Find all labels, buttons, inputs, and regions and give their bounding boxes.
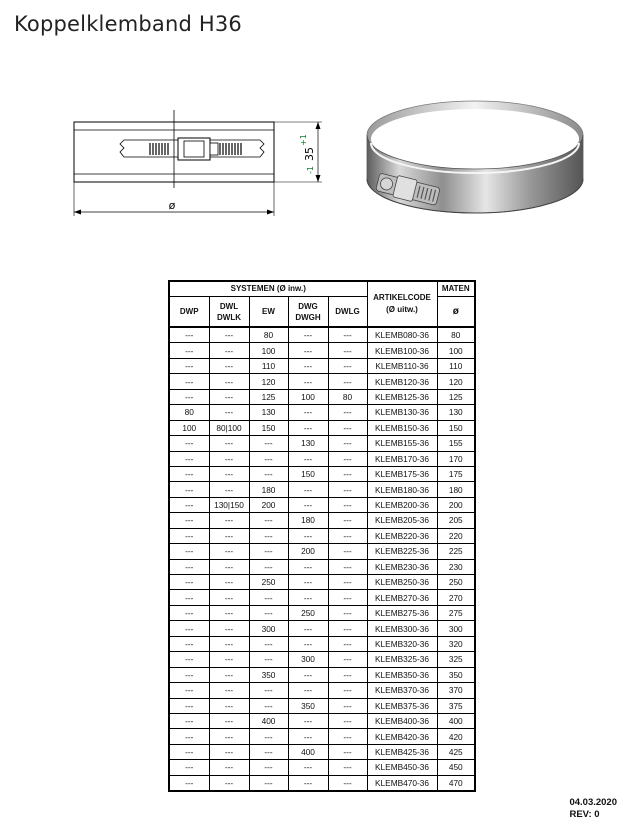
table-row — [169, 760, 475, 775]
table-row — [169, 451, 475, 466]
table-cell: KLEMB130-36 — [367, 405, 437, 420]
table-cell: --- — [209, 575, 249, 590]
table-cell: 130 — [249, 405, 288, 420]
maten-diameter-header: ø — [437, 297, 475, 328]
table-cell: KLEMB250-36 — [367, 575, 437, 590]
table-cell: --- — [169, 713, 209, 728]
table-cell: --- — [249, 590, 288, 605]
table-cell: --- — [209, 729, 249, 744]
table-cell: 120 — [437, 374, 475, 389]
table-row — [169, 436, 475, 451]
table-row — [169, 466, 475, 481]
table-cell: --- — [288, 775, 328, 791]
table-cell: KLEMB300-36 — [367, 621, 437, 636]
table-cell: --- — [288, 482, 328, 497]
system-column-header — [288, 297, 328, 328]
table-cell: --- — [249, 466, 288, 481]
artikelcode-header-line1: ARTIKELCODE — [373, 293, 431, 302]
table-cell: --- — [249, 436, 288, 451]
system-column-header-line1: EW — [262, 307, 275, 316]
table-cell: --- — [209, 374, 249, 389]
system-column-header — [209, 297, 249, 328]
table-cell: 80 — [169, 405, 209, 420]
table-cell: 110 — [437, 358, 475, 373]
table-cell: --- — [328, 559, 367, 574]
table-cell: --- — [328, 405, 367, 420]
table-cell: --- — [169, 652, 209, 667]
table-cell: --- — [328, 775, 367, 791]
table-cell: KLEMB110-36 — [367, 358, 437, 373]
table-cell: 275 — [437, 605, 475, 620]
table-row — [169, 590, 475, 605]
table-cell: 100 — [169, 420, 209, 435]
table-row — [169, 482, 475, 497]
table-row — [169, 405, 475, 420]
table-cell: --- — [209, 667, 249, 682]
table-cell: --- — [328, 575, 367, 590]
table-cell: 230 — [437, 559, 475, 574]
table-cell: KLEMB400-36 — [367, 713, 437, 728]
table-cell: --- — [169, 343, 209, 358]
table-cell: 180 — [249, 482, 288, 497]
document-revision: REV: 0 — [569, 809, 600, 820]
table-cell: KLEMB350-36 — [367, 667, 437, 682]
table-cell: --- — [328, 466, 367, 481]
system-column-header — [328, 297, 367, 328]
table-cell: --- — [328, 451, 367, 466]
system-column-header-line1: DWP — [179, 307, 199, 316]
table-cell: --- — [328, 343, 367, 358]
table-cell: --- — [249, 528, 288, 543]
table-row — [169, 575, 475, 590]
tolerance-minus: -1 — [306, 166, 315, 174]
table-cell: KLEMB470-36 — [367, 775, 437, 791]
table-cell: --- — [328, 667, 367, 682]
table-cell: --- — [209, 698, 249, 713]
table-cell: 120 — [249, 374, 288, 389]
table-cell: KLEMB120-36 — [367, 374, 437, 389]
table-cell: 130 — [288, 436, 328, 451]
table-cell: 80 — [328, 389, 367, 404]
table-cell: --- — [169, 605, 209, 620]
table-cell: --- — [209, 559, 249, 574]
table-cell: --- — [209, 482, 249, 497]
table-cell: KLEMB200-36 — [367, 497, 437, 512]
table-cell: KLEMB155-36 — [367, 436, 437, 451]
table-cell: 350 — [437, 667, 475, 682]
table-cell: KLEMB125-36 — [367, 389, 437, 404]
system-column-header-line1: DWLG — [335, 307, 360, 316]
table-cell: KLEMB375-36 — [367, 698, 437, 713]
table-cell: 205 — [437, 513, 475, 528]
table-cell: 130 — [437, 405, 475, 420]
table-cell: --- — [169, 544, 209, 559]
table-cell: --- — [249, 605, 288, 620]
table-cell: 200 — [437, 497, 475, 512]
table-cell: 100 — [288, 389, 328, 404]
table-cell: --- — [209, 327, 249, 343]
system-column-header — [169, 297, 209, 328]
table-cell: 350 — [249, 667, 288, 682]
table-row — [169, 729, 475, 744]
table-cell: 110 — [249, 358, 288, 373]
table-cell: --- — [288, 713, 328, 728]
table-cell: --- — [328, 497, 367, 512]
table-cell: --- — [169, 698, 209, 713]
table-row — [169, 667, 475, 682]
table-cell: --- — [328, 683, 367, 698]
table-cell: KLEMB425-36 — [367, 744, 437, 759]
table-cell: 200 — [288, 544, 328, 559]
table-cell: --- — [288, 327, 328, 343]
table-cell: --- — [169, 744, 209, 759]
table-cell: 300 — [249, 621, 288, 636]
specification-table — [168, 280, 476, 792]
table-cell: --- — [209, 636, 249, 651]
table-cell: --- — [328, 713, 367, 728]
table-row — [169, 327, 475, 343]
table-cell: --- — [169, 621, 209, 636]
table-cell: --- — [328, 652, 367, 667]
table-cell: --- — [209, 652, 249, 667]
table-cell: 150 — [288, 466, 328, 481]
table-cell: --- — [328, 544, 367, 559]
table-cell: --- — [169, 466, 209, 481]
table-cell: --- — [249, 698, 288, 713]
table-row — [169, 636, 475, 651]
table-cell: --- — [328, 436, 367, 451]
table-cell: KLEMB320-36 — [367, 636, 437, 651]
table-cell: KLEMB450-36 — [367, 760, 437, 775]
table-cell: --- — [169, 528, 209, 543]
table-cell: 300 — [437, 621, 475, 636]
table-cell: --- — [209, 744, 249, 759]
table-cell: --- — [209, 544, 249, 559]
table-row — [169, 621, 475, 636]
system-column-header-line1: DWL — [219, 301, 239, 311]
table-cell: KLEMB100-36 — [367, 343, 437, 358]
table-cell: 425 — [437, 744, 475, 759]
table-cell: --- — [328, 513, 367, 528]
table-cell: --- — [169, 559, 209, 574]
table-row — [169, 389, 475, 404]
table-cell: 180 — [288, 513, 328, 528]
table-cell: --- — [169, 389, 209, 404]
table-cell: --- — [249, 451, 288, 466]
table-cell: 150 — [437, 420, 475, 435]
table-cell: --- — [209, 605, 249, 620]
table-row — [169, 652, 475, 667]
table-cell: 80 — [249, 327, 288, 343]
document-footer — [569, 797, 617, 821]
table-cell: --- — [169, 590, 209, 605]
table-cell: --- — [169, 667, 209, 682]
table-cell: KLEMB420-36 — [367, 729, 437, 744]
table-cell: --- — [169, 358, 209, 373]
table-cell: KLEMB150-36 — [367, 420, 437, 435]
table-cell: --- — [209, 513, 249, 528]
table-cell: --- — [249, 744, 288, 759]
table-cell: 125 — [437, 389, 475, 404]
table-cell: --- — [169, 513, 209, 528]
table-cell: --- — [288, 405, 328, 420]
table-cell: --- — [209, 389, 249, 404]
table-cell: 80|100 — [209, 420, 249, 435]
table-cell: --- — [169, 497, 209, 512]
table-cell: --- — [169, 451, 209, 466]
table-cell: --- — [249, 652, 288, 667]
system-column-header-line2: DWLK — [217, 312, 241, 322]
table-cell: --- — [249, 729, 288, 744]
table-row — [169, 497, 475, 512]
table-cell: 225 — [437, 544, 475, 559]
table-row — [169, 528, 475, 543]
table-row — [169, 605, 475, 620]
table-cell: --- — [249, 760, 288, 775]
table-row — [169, 343, 475, 358]
table-cell: --- — [209, 713, 249, 728]
table-cell: --- — [209, 466, 249, 481]
table-cell: --- — [209, 436, 249, 451]
table-cell: --- — [209, 621, 249, 636]
table-row — [169, 374, 475, 389]
table-cell: KLEMB270-36 — [367, 590, 437, 605]
table-cell: --- — [169, 575, 209, 590]
artikelcode-header-line2: (Ø uitw.) — [386, 305, 418, 314]
table-cell: --- — [288, 358, 328, 373]
table-cell: --- — [288, 683, 328, 698]
table-cell: KLEMB205-36 — [367, 513, 437, 528]
table-cell: KLEMB275-36 — [367, 605, 437, 620]
systems-group-header: SYSTEMEN (Ø inw.) — [169, 281, 367, 297]
table-cell: --- — [288, 667, 328, 682]
table-cell: 220 — [437, 528, 475, 543]
table-row — [169, 559, 475, 574]
table-cell: 100 — [249, 343, 288, 358]
table-cell: --- — [249, 544, 288, 559]
table-cell: 180 — [437, 482, 475, 497]
table-cell: --- — [209, 590, 249, 605]
table-row — [169, 358, 475, 373]
table-cell: 270 — [437, 590, 475, 605]
table-cell: KLEMB230-36 — [367, 559, 437, 574]
clamp-product-image — [358, 95, 593, 220]
table-cell: --- — [209, 760, 249, 775]
table-cell: --- — [288, 621, 328, 636]
table-cell: --- — [288, 760, 328, 775]
table-cell: --- — [209, 405, 249, 420]
table-cell: 370 — [437, 683, 475, 698]
table-cell: --- — [169, 374, 209, 389]
table-cell: KLEMB170-36 — [367, 451, 437, 466]
table-cell: --- — [328, 374, 367, 389]
table-cell: KLEMB225-36 — [367, 544, 437, 559]
table-cell: 130|150 — [209, 497, 249, 512]
table-cell: KLEMB180-36 — [367, 482, 437, 497]
table-cell: --- — [169, 729, 209, 744]
table-cell: --- — [288, 497, 328, 512]
table-cell: 175 — [437, 466, 475, 481]
table-cell: KLEMB175-36 — [367, 466, 437, 481]
height-label: 35 — [303, 147, 316, 161]
table-cell: --- — [328, 358, 367, 373]
table-cell: 350 — [288, 698, 328, 713]
table-cell: 150 — [249, 420, 288, 435]
table-cell: --- — [209, 358, 249, 373]
table-cell: --- — [249, 513, 288, 528]
table-cell: 170 — [437, 451, 475, 466]
table-row — [169, 744, 475, 759]
table-row — [169, 544, 475, 559]
system-column-header — [249, 297, 288, 328]
table-cell: 325 — [437, 652, 475, 667]
table-cell: 470 — [437, 775, 475, 791]
clamp-technical-drawing — [60, 110, 335, 222]
table-cell: --- — [288, 374, 328, 389]
table-row — [169, 698, 475, 713]
table-cell: --- — [169, 760, 209, 775]
table-cell: 250 — [249, 575, 288, 590]
table-cell: --- — [209, 775, 249, 791]
table-cell: 420 — [437, 729, 475, 744]
table-cell: --- — [288, 451, 328, 466]
table-cell: --- — [169, 636, 209, 651]
table-cell: --- — [169, 683, 209, 698]
table-row — [169, 513, 475, 528]
diameter-label: ø — [168, 199, 176, 212]
table-cell: --- — [169, 775, 209, 791]
table-row — [169, 775, 475, 791]
table-cell: 100 — [437, 343, 475, 358]
table-cell: --- — [328, 621, 367, 636]
table-cell: --- — [328, 528, 367, 543]
table-cell: 400 — [437, 713, 475, 728]
table-cell: KLEMB325-36 — [367, 652, 437, 667]
table-cell: --- — [288, 590, 328, 605]
table-row — [169, 683, 475, 698]
table-cell: 375 — [437, 698, 475, 713]
table-cell: --- — [249, 775, 288, 791]
table-cell: 250 — [437, 575, 475, 590]
table-cell: --- — [169, 436, 209, 451]
table-cell: 250 — [288, 605, 328, 620]
table-cell: --- — [288, 559, 328, 574]
table-cell: 125 — [249, 389, 288, 404]
table-cell: --- — [328, 327, 367, 343]
table-cell: --- — [328, 744, 367, 759]
table-row — [169, 713, 475, 728]
table-cell: --- — [288, 729, 328, 744]
table-cell: --- — [249, 559, 288, 574]
table-cell: --- — [249, 636, 288, 651]
table-cell: --- — [288, 343, 328, 358]
artikelcode-header — [367, 281, 437, 327]
table-cell: --- — [328, 605, 367, 620]
table-cell: --- — [169, 482, 209, 497]
document-date: 04.03.2020 — [569, 797, 617, 808]
table-cell: --- — [209, 451, 249, 466]
table-cell: --- — [288, 528, 328, 543]
table-row — [169, 420, 475, 435]
table-cell: 200 — [249, 497, 288, 512]
system-column-header-line2: DWGH — [295, 312, 321, 322]
table-cell: KLEMB370-36 — [367, 683, 437, 698]
table-cell: --- — [328, 482, 367, 497]
table-cell: --- — [288, 575, 328, 590]
table-cell: --- — [328, 729, 367, 744]
system-column-header-line1: DWG — [298, 301, 318, 311]
table-cell: --- — [328, 590, 367, 605]
page-title: Koppelklemband H36 — [14, 12, 242, 36]
table-cell: --- — [249, 683, 288, 698]
table-cell: 300 — [288, 652, 328, 667]
specification-table-body — [169, 327, 475, 791]
table-cell: --- — [209, 343, 249, 358]
table-cell: --- — [169, 327, 209, 343]
maten-header: MATEN — [437, 281, 475, 297]
table-cell: 80 — [437, 327, 475, 343]
table-cell: --- — [209, 683, 249, 698]
table-cell: --- — [328, 760, 367, 775]
table-cell: --- — [328, 420, 367, 435]
table-cell: 400 — [288, 744, 328, 759]
table-cell: --- — [209, 528, 249, 543]
table-cell: 450 — [437, 760, 475, 775]
table-cell: 400 — [249, 713, 288, 728]
tolerance-plus: +1 — [299, 134, 308, 146]
table-cell: --- — [288, 636, 328, 651]
table-cell: KLEMB080-36 — [367, 327, 437, 343]
table-cell: --- — [288, 420, 328, 435]
table-cell: KLEMB220-36 — [367, 528, 437, 543]
table-cell: --- — [328, 698, 367, 713]
table-cell: --- — [328, 636, 367, 651]
table-cell: 155 — [437, 436, 475, 451]
table-cell: 320 — [437, 636, 475, 651]
